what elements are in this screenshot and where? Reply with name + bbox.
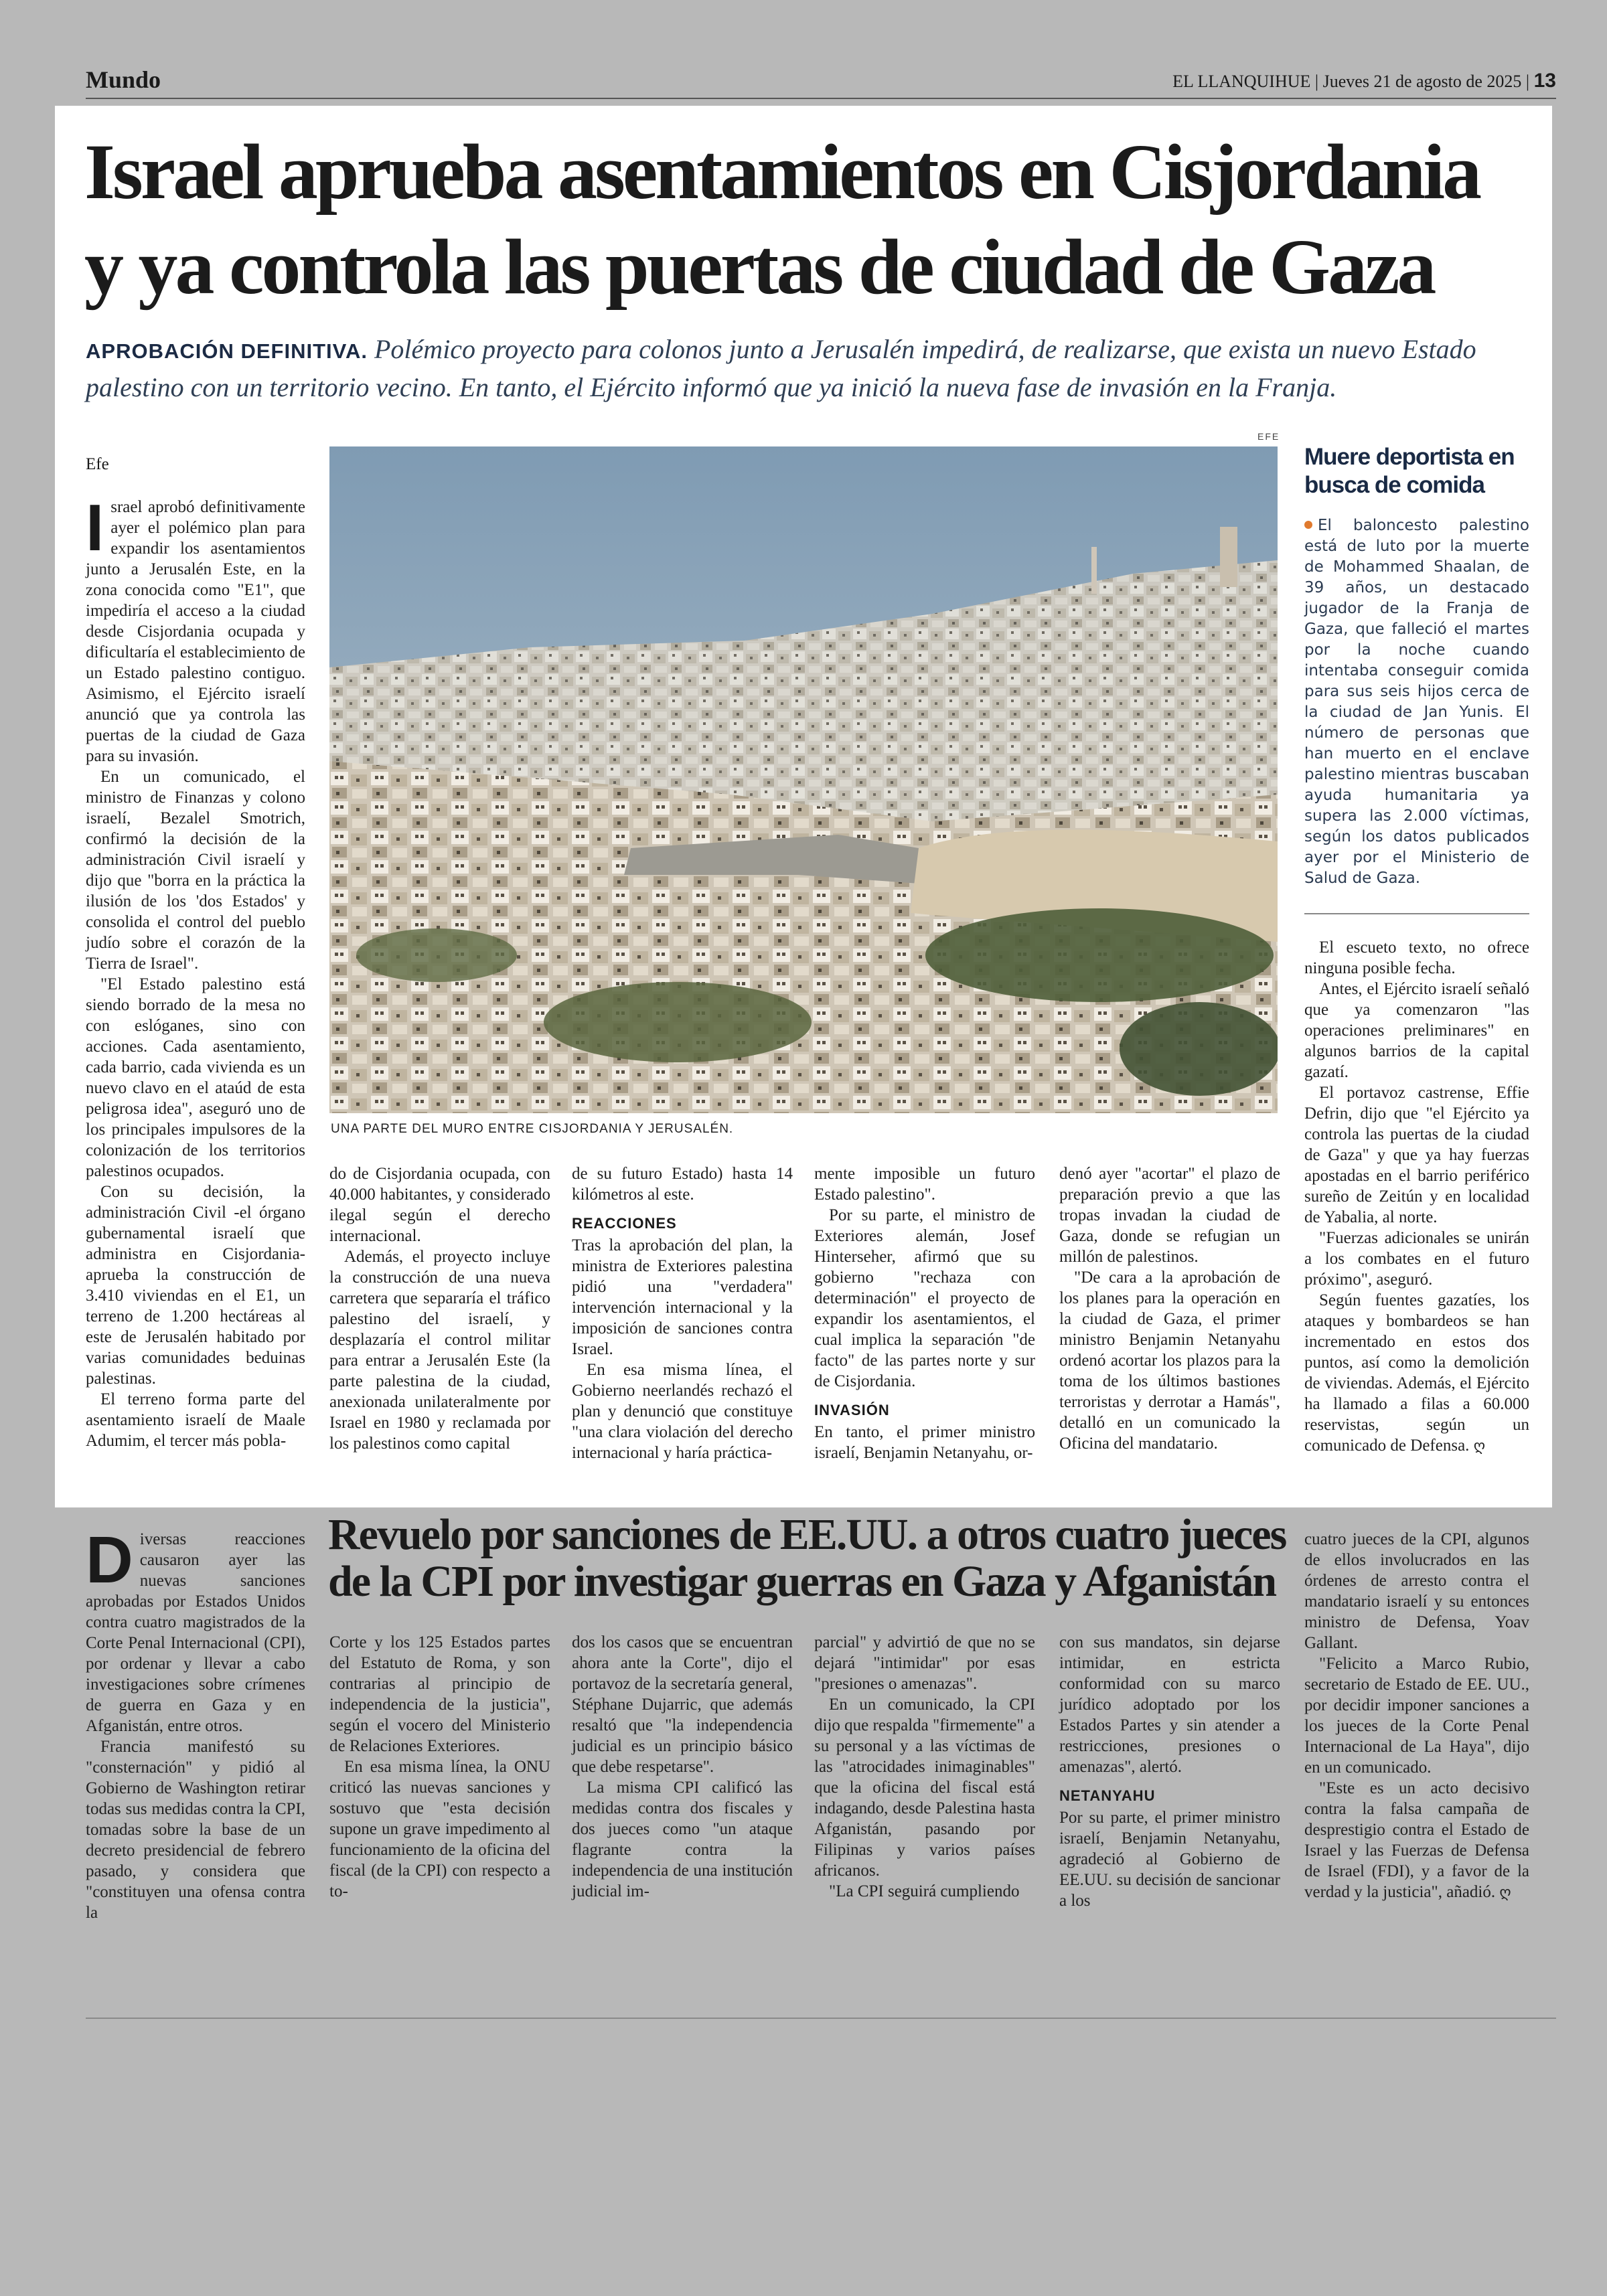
article-paragraph: de su futuro Estado) hasta 14 kilómetros al este.	[572, 1165, 793, 1204]
photo-credit: EFE	[1257, 431, 1280, 442]
article-column-5	[1059, 1163, 1280, 1454]
article-paragraph: "De cara a la aprobación de los planes para la operación en la ciudad de Gaza, el primer ministro Benjamin Netanyahu ordenó acortar los plazos para la toma de los últimos bastiones terroristas y derrotar a Hamás", detalló en un comunicado la Oficina del mandatario.	[1059, 1268, 1280, 1453]
article-paragraph: "Este es un acto decisivo contra la falsa campaña de desprestigio contra el Estado de Israel y las Fuerzas de Defensa de Israel (FDI), y a favor de la verdad y la justicia", añadió. ღ	[1304, 1779, 1529, 1901]
drop-cap: D	[86, 1523, 133, 1596]
subhead-invasion: INVASIÓN	[814, 1402, 890, 1418]
second-column-3	[572, 1632, 793, 1902]
article-paragraph: Con su decisión, la administración Civil -el órgano gubernamental israelí que administra en Cisjordania- aprueba la construcción de 3.410 viviendas en el E1, un terreno de 1.200 hectáreas al este de Jerusalén habitado por varias comunidades beduinas palestinas.	[86, 1183, 305, 1388]
article-paragraph: En tanto, el primer ministro israelí, Benjamin Netanyahu, or-	[814, 1423, 1035, 1462]
article-paragraph: "Felicito a Marco Rubio, secretario de Estado de EE. UU., por decidir imponer sanciones a los jueces de la Corte Penal Internacional de La Haya", dijo en un comunicado.	[1304, 1655, 1529, 1777]
article-paragraph: denó ayer "acortar" el plazo de preparación previo a que las tropas invadan la ciudad de Gaza, donde se refugian un millón de palestinos.	[1059, 1165, 1280, 1266]
article-paragraph: Además, el proyecto incluye la construcción de una nueva carretera que separaría el tráfico palestino del israelí, y desplazaría el control militar para entrar a Jerusalén Este (la parte palestina de la ciudad, anexionada unilateralmente por Israel en 1980 y reclamada por los palestinos como capital	[329, 1248, 550, 1453]
second-column-5	[1059, 1632, 1280, 1911]
article-paragraph: Antes, el Ejército israelí señaló que ya comenzaron "las operaciones preliminares" en algunos barrios de la capital gazatí.	[1304, 980, 1529, 1081]
subhead-reacciones: REACCIONES	[572, 1215, 677, 1232]
article-paragraph: "La CPI seguirá cumpliendo	[829, 1882, 1020, 1900]
article-paragraph: El escueto texto, no ofrece ninguna posible fecha.	[1304, 938, 1529, 977]
article-paragraph: En un comunicado, el ministro de Finanzas y colono israelí, Bezalel Smotrich, confirmó la decisión de la administración Civil israelí y dijo que "borra en la práctica la ilusión de los 'dos Estados' y consolida el control del pueblo judío sobre el corazón de la Tierra de Israel".	[86, 768, 305, 973]
photo-illustration	[329, 446, 1278, 1113]
issue-date: Jueves 21 de agosto de 2025	[1322, 72, 1522, 91]
sidebar-rule	[1304, 913, 1529, 914]
photo-caption: UNA PARTE DEL MURO ENTRE CISJORDANIA Y JERUSALÉN.	[331, 1122, 734, 1136]
end-mark-icon: ღ	[1473, 1438, 1485, 1455]
article-paragraph: Por su parte, el primer ministro israelí, Benjamin Netanyahu, agradeció al Gobierno de EE.UU. su decisión de sancionar a los	[1059, 1809, 1280, 1910]
article-column-4	[814, 1163, 1035, 1463]
article-column-3	[572, 1163, 793, 1463]
article-paragraph: "Fuerzas adicionales se unirán a los combates en el futuro próximo", aseguró.	[1304, 1229, 1529, 1289]
article-paragraph: En esa misma línea, la ONU criticó las nuevas sanciones y sostuvo que "esta decisión supone un grave impedimento al funcionamiento de la oficina del fiscal (de la CPI) con respecto a to-	[329, 1758, 550, 1900]
article-column-2	[329, 1163, 550, 1454]
article-paragraph: do de Cisjordania ocupada, con 40.000 habitantes, y considerado ilegal según el derecho internacional.	[329, 1165, 550, 1245]
article-paragraph: Según fuentes gazatíes, los ataques y bombardeos se han incrementado en estos dos puntos, así como la demolición de viviendas. Además, el Ejército ha llamado a filas a 60.000 reservistas, según un comunicado de Defensa. ღ	[1304, 1291, 1529, 1455]
article-paragraph: "El Estado palestino está siendo borrado de la mesa no con eslóganes, sino con acciones. Cada asentamiento, cada barrio, cada vivienda es un nuevo clavo en el ataúd de esta peligrosa idea", aseguró uno de los principales impulsores de la colonización de los territorios palestinos ocupados.	[86, 975, 305, 1180]
second-column-1	[86, 1523, 305, 1923]
main-headline: Israel aprueba asentamientos en Cisjordania y ya controla las puertas de ciudad de Gaza	[84, 128, 1480, 311]
article-paragraph: dos los casos que se encuentran ahora ante la Corte", dijo el portavoz de la secretaría general, Stéphane Dujarric, que además resaltó que "la independencia judicial es un principio básico que debe respetarse".	[572, 1633, 793, 1776]
second-column-4	[814, 1632, 1035, 1902]
deck-kicker: APROBACIÓN DEFINITIVA.	[86, 339, 368, 363]
sidebar-body: El baloncesto palestino está de luto por la muerte de Mohammed Shaalan, de 39 años, un destacado jugador de la Franja de Gaza, que falleció el martes por la noche cuando intentaba conseguir comida para sus seis hijos cerca de la ciudad de Jan Yunis. El número de personas que han muerto en el enclave palestino mientras buscaban ayuda humanitaria ya supera las 2.000 víctimas, según los datos publicados ayer por el Ministerio de Salud de Gaza.	[1304, 517, 1529, 887]
second-column-2	[329, 1632, 550, 1902]
article-paragraph: Israel aprobó definitivamente ayer el polémico plan para expandir los asentamientos junto a Jerusalén Este, en la zona conocida como "E1", que impediría el acceso a la ciudad desde Cisjordania ocupada y dificultaría el establecimiento de un Estado palestino contiguo. Asimismo, el Ejército israelí anunció que ya controla las puertas de la ciudad de Gaza para su invasión.	[86, 491, 305, 765]
second-column-6	[1304, 1529, 1529, 1903]
byline: Efe	[86, 455, 109, 473]
article-paragraph: El portavoz castrense, Effie Defrin, dijo que "el Ejército ya controla las puertas de la ciudad de Gaza" y que ya hay fuerzas apostadas en el barrio periférico sureño de Zeitún y en localidad de Yabalia, al norte.	[1304, 1084, 1529, 1226]
article-paragraph: Por su parte, el ministro de Exteriores alemán, Josef Hinterseher, afirmó que su gobierno "rechaza con determinación" el proyecto de expandir los asentamientos, el cual implica la separación "de facto" de las partes norte y sur de Cisjordania.	[814, 1206, 1035, 1390]
article-paragraph: El terreno forma parte del asentamiento israelí de Maale Adumim, el tercer más pobla-	[86, 1390, 305, 1450]
header-rule	[86, 98, 1556, 99]
page-number: 13	[1533, 70, 1556, 92]
bottom-rule	[86, 2018, 1556, 2019]
subhead-netanyahu: NETANYAHU	[1059, 1787, 1156, 1804]
second-headline: Revuelo por sanciones de EE.UU. a otros cuatro jueces de la CPI por investigar guerras en Gaza y Afganistán	[328, 1510, 1286, 1606]
article-paragraph: cuatro jueces de la CPI, algunos de ellos involucrados en las órdenes de arresto contra el mandatario israelí y su entonces ministro de Defensa, Yoav Gallant.	[1304, 1530, 1529, 1652]
page-folio: EL LLANQUIHUE | Jueves 21 de agosto de 2025 | 13	[1172, 70, 1556, 92]
article-paragraph: mente imposible un futuro Estado palestino".	[814, 1165, 1035, 1204]
article-paragraph: Corte y los 125 Estados partes del Estatuto de Roma, y son contrarias al principio de independencia de la justicia", según el vocero del Ministerio de Relaciones Exteriores.	[329, 1633, 550, 1755]
drop-cap: I	[86, 491, 104, 564]
deck-text: Polémico proyecto para colonos junto a Jerusalén impedirá, de realizarse, que exista un nuevo Estado palestino con un territorio vecino. En tanto, el Ejército informó que ya inició la nueva fase de invasión en la Franja.	[86, 334, 1476, 402]
article-deck	[86, 331, 1532, 406]
newspaper-name: EL LLANQUIHUE	[1172, 72, 1311, 91]
bullet-dot-icon	[1304, 521, 1312, 529]
article-column-6	[1304, 937, 1529, 1457]
article-paragraph: Diversas reacciones causaron ayer las nuevas sanciones aprobadas por Estados Unidos contra cuatro magistrados de la Corte Penal Internacional (CPI), por ordenar y llevar a cabo investigaciones sobre crímenes de guerra en Gaza y en Afganistán, entre otros.	[86, 1523, 305, 1735]
article-paragraph: En esa misma línea, el Gobierno neerlandés rechazó el plan y denunció que constituye "una clara violación del derecho internacional y haría práctica-	[572, 1361, 793, 1462]
article-paragraph: con sus mandatos, sin dejarse intimidar, en estricta conformidad con su marco jurídico adoptado por los Estados Partes y sin atender a restricciones, presiones o amenazas", alertó.	[1059, 1633, 1280, 1776]
article-paragraph: Tras la aprobación del plan, la ministra de Exteriores palestina pidió una "verdadera" intervención internacional y la imposición de sanciones contra Israel.	[572, 1236, 793, 1358]
sidebar-title: Muere deportista en busca de comida	[1304, 444, 1515, 498]
article-paragraph: Francia manifestó su "consternación" y pidió al Gobierno de Washington retirar todas sus medidas contra la CPI, tomadas sobre la base de un decreto presidencial de febrero pasado, y considera que "constituyen una ofensa contra la	[86, 1738, 305, 1922]
article-paragraph: La misma CPI calificó las medidas contra dos fiscales y dos jueces como "un ataque flagrante contra la independencia de una institución judicial im-	[572, 1779, 793, 1900]
end-mark-icon: ღ	[1499, 1884, 1511, 1901]
article-column-1	[86, 491, 305, 1451]
photo-west-bank-wall	[329, 446, 1278, 1113]
article-paragraph: parcial" y advirtió de que no se dejará "intimidar" por esas "presiones o amenazas".	[814, 1633, 1035, 1693]
article-paragraph: En un comunicado, la CPI dijo que respalda "firmemente" a su personal y a las víctimas de las "atrocidades inimaginables" que la oficina del fiscal está indagando, desde Palestina hasta Afganistán, pasando por Filipinas y varios países africanos.	[814, 1696, 1036, 1880]
section-label: Mundo	[86, 66, 161, 93]
